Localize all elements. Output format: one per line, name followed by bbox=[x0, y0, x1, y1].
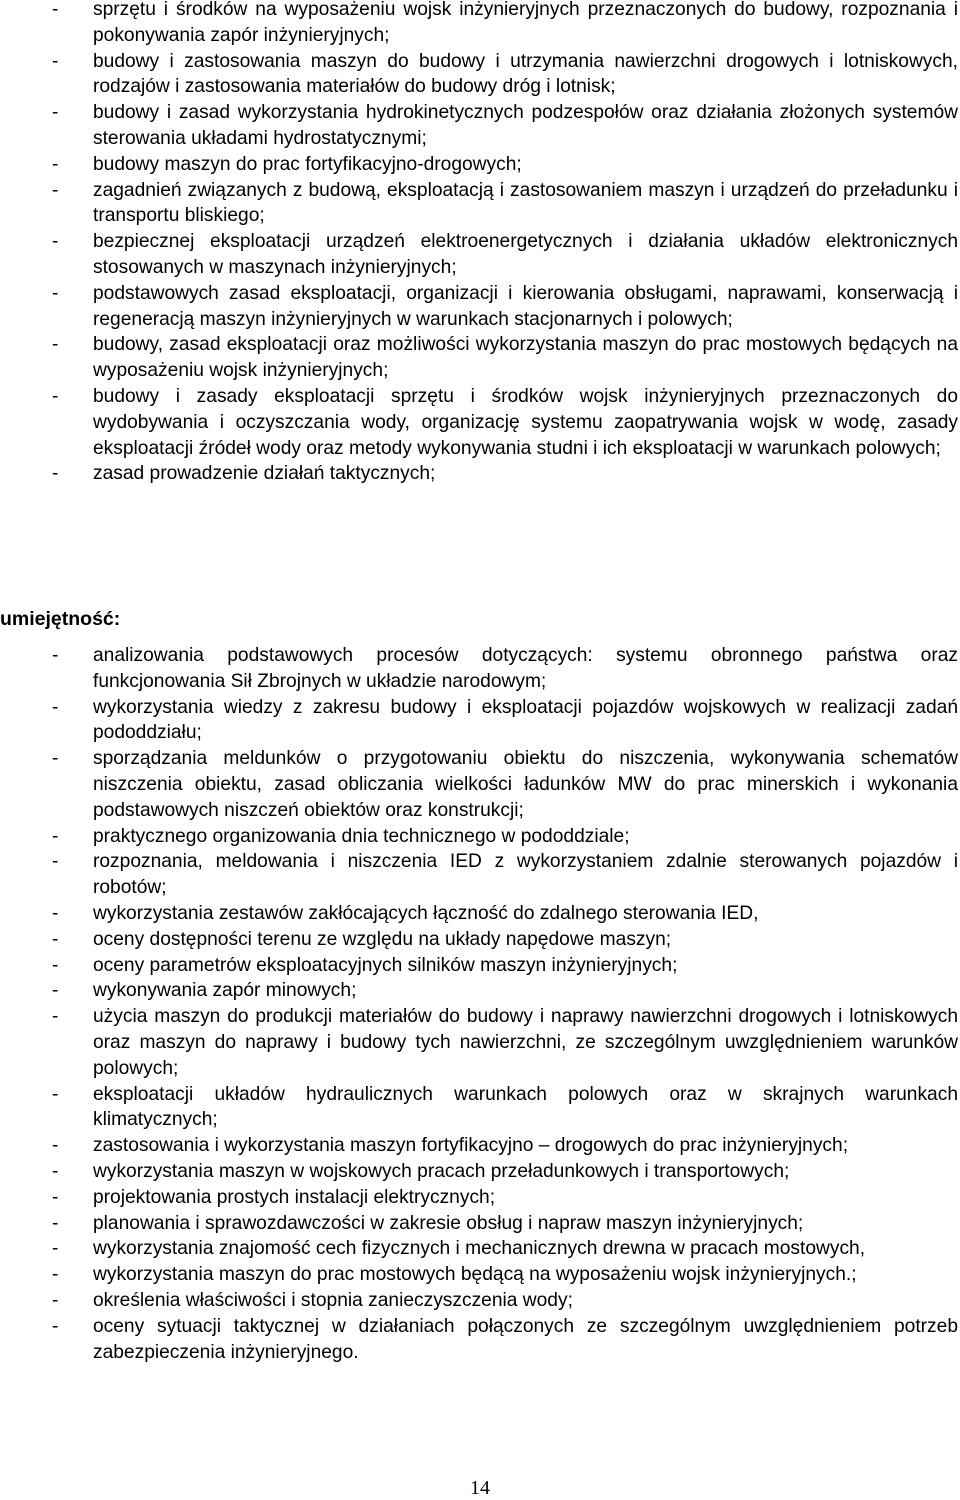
list-item bbox=[0, 229, 960, 281]
list-item-text: oceny parametrów eksploatacyjnych silników maszyn inżynieryjnych; bbox=[93, 954, 678, 976]
list-item-text: zasad prowadzenie działań taktycznych; bbox=[93, 463, 436, 485]
list-item bbox=[0, 1236, 960, 1262]
bullet-dash: - bbox=[52, 748, 59, 770]
list-item bbox=[0, 332, 960, 384]
bullet-dash: - bbox=[52, 1212, 59, 1234]
bullet-dash: - bbox=[52, 954, 59, 976]
bullet-dash: - bbox=[52, 1160, 59, 1182]
list-item-text: praktycznego organizowania dnia technicznego w pododdziale; bbox=[93, 825, 630, 847]
bullet-dash: - bbox=[52, 102, 59, 124]
bullet-dash: - bbox=[52, 1289, 59, 1311]
list-item bbox=[0, 49, 960, 101]
bullet-dash: - bbox=[52, 385, 59, 407]
list-item bbox=[0, 1211, 960, 1237]
bullet-dash: - bbox=[52, 1135, 59, 1157]
list-item-text: wykorzystania znajomość cech fizycznych i mechanicznych drewna w pracach mostowych, bbox=[93, 1238, 866, 1260]
list-item bbox=[0, 1314, 960, 1366]
list-item bbox=[0, 1133, 960, 1159]
list-item bbox=[0, 978, 960, 1004]
list-item-text: budowy, zasad eksploatacji oraz możliwości wykorzystania maszyn do prac mostowych będących na wyposażeniu wojsk inżynieryjnych; bbox=[93, 334, 958, 382]
list-item-text: wykonywania zapór minowych; bbox=[93, 980, 357, 1002]
list-item bbox=[0, 849, 960, 901]
list-item-text: wykorzystania zestawów zakłócających łączność do zdalnego sterowania IED, bbox=[93, 902, 759, 924]
list-item bbox=[0, 746, 960, 823]
list-item-text: sprzętu i środków na wyposażeniu wojsk inżynieryjnych przeznaczonych do budowy, rozpoznania i pokonywania zapór inżynieryjnych; bbox=[93, 0, 958, 46]
bullet-dash: - bbox=[52, 928, 59, 950]
list-item bbox=[0, 1004, 960, 1081]
list-item-text: wykorzystania wiedzy z zakresu budowy i eksploatacji pojazdów wojskowych w realizacji zadań pododdziału; bbox=[93, 696, 958, 744]
list-item bbox=[0, 152, 960, 178]
list-item-text: projektowania prostych instalacji elektrycznych; bbox=[93, 1186, 496, 1208]
list-item-text: budowy maszyn do prac fortyfikacyjno-drogowych; bbox=[93, 153, 522, 175]
list-item bbox=[0, 927, 960, 953]
list-item-text: użycia maszyn do produkcji materiałów do budowy i naprawy nawierzchni drogowych i lotniskowych oraz maszyn do naprawy i budowy tych nawierzchni, ze szczególnym uwzględnieniem warunków polowych; bbox=[93, 1006, 958, 1079]
list-item-text: budowy i zasady eksploatacji sprzętu i środków wojsk inżynieryjnych przeznaczonych do wydobywania i oczyszczania wody, organizację systemu zaopatrywania wojsk w wodę, zasady eksploatacji źródeł wody oraz metody wykonywania studni i ich eksploatacji w warunkach polowych; bbox=[93, 385, 958, 459]
list-item bbox=[0, 901, 960, 927]
bullet-dash: - bbox=[52, 1006, 59, 1028]
list-item bbox=[0, 824, 960, 850]
list-item-text: wykorzystania maszyn do prac mostowych będącą na wyposażeniu wojsk inżynieryjnych.; bbox=[93, 1264, 857, 1286]
list-item-text: eksploatacji układów hydraulicznych warunkach polowych oraz w skrajnych warunkach klimatycznych; bbox=[93, 1083, 958, 1131]
list-item bbox=[0, 695, 960, 747]
list-item-text: wykorzystania maszyn w wojskowych pracach przeładunkowych i transportowych; bbox=[93, 1160, 790, 1182]
list-item bbox=[0, 643, 960, 695]
list-item bbox=[0, 1159, 960, 1185]
list-item bbox=[0, 0, 960, 49]
bullet-dash: - bbox=[52, 1315, 59, 1337]
bullet-dash: - bbox=[52, 179, 59, 201]
list-item-text: budowy i zastosowania maszyn do budowy i utrzymania nawierzchni drogowych i lotniskowych, rodzajów i zastosowania materiałów do budowy dróg i lotnisk; bbox=[93, 50, 958, 98]
page-number: 14 bbox=[470, 1477, 490, 1499]
list-item bbox=[0, 461, 960, 487]
list-item bbox=[0, 1262, 960, 1288]
bullet-dash: - bbox=[52, 980, 59, 1002]
bullet-dash: - bbox=[52, 231, 59, 253]
list-item bbox=[0, 953, 960, 979]
knowledge-list bbox=[0, 0, 960, 487]
list-item-text: podstawowych zasad eksploatacji, organizacji i kierowania obsługami, naprawami, konserwacją i regeneracją maszyn inżynieryjnych w warunkach stacjonarnych i polowych; bbox=[93, 282, 958, 330]
list-item-text: budowy i zasad wykorzystania hydrokinetycznych podzespołów oraz działania złożonych systemów sterowania układami hydrostatycznymi; bbox=[93, 102, 958, 149]
list-item-text: sporządzania meldunków o przygotowaniu obiektu do niszczenia, wykonywania schematów niszczenia obiektu, zasad obliczania wielkości ładunków MW do prac minerskich i wykonania podstawowych niszczeń obiektów oraz konstrukcji; bbox=[93, 748, 958, 821]
bullet-dash: - bbox=[52, 0, 59, 20]
bullet-dash: - bbox=[52, 153, 59, 175]
list-item-text: zastosowania i wykorzystania maszyn fortyfikacyjno – drogowych do prac inżynieryjnych; bbox=[93, 1135, 849, 1157]
list-item bbox=[0, 100, 960, 152]
bullet-dash: - bbox=[52, 645, 59, 666]
bullet-dash: - bbox=[52, 696, 59, 718]
skills-heading: umiejętność: bbox=[0, 608, 121, 630]
list-item-text: analizowania podstawowych procesów dotyczących: systemu obronnego państwa oraz funkcjonowania Sił Zbrojnych w układzie narodowym; bbox=[93, 645, 958, 692]
list-item bbox=[0, 384, 960, 461]
bullet-dash: - bbox=[52, 851, 59, 873]
bullet-dash: - bbox=[52, 1264, 59, 1286]
list-item bbox=[0, 178, 960, 230]
bullet-dash: - bbox=[52, 1238, 59, 1260]
skills-list bbox=[0, 643, 960, 1365]
bullet-dash: - bbox=[52, 902, 59, 924]
list-item bbox=[0, 1288, 960, 1314]
bullet-dash: - bbox=[52, 50, 59, 72]
list-item-text: bezpiecznej eksploatacji urządzeń elektroenergetycznych i działania układów elektronicznych stosowanych w maszynach inżynieryjnych; bbox=[93, 231, 958, 278]
list-item-text: zagadnień związanych z budową, eksploatacją i zastosowaniem maszyn i urządzeń do przeładunku i transportu bliskiego; bbox=[93, 179, 958, 227]
bullet-dash: - bbox=[52, 1083, 59, 1105]
list-item bbox=[0, 1185, 960, 1211]
bullet-dash: - bbox=[52, 463, 59, 485]
list-item bbox=[0, 1082, 960, 1134]
list-item-text: oceny dostępności terenu ze względu na układy napędowe maszyn; bbox=[93, 928, 672, 950]
list-item-text: rozpoznania, meldowania i niszczenia IED z wykorzystaniem zdalnie sterowanych pojazdów i robotów; bbox=[93, 851, 958, 899]
bullet-dash: - bbox=[52, 282, 59, 304]
list-item-text: oceny sytuacji taktycznej w działaniach połączonych ze szczególnym uwzględnieniem potrzeb zabezpieczenia inżynieryjnego. bbox=[93, 1315, 958, 1363]
list-item bbox=[0, 281, 960, 333]
list-item-text: planowania i sprawozdawczości w zakresie obsług i napraw maszyn inżynieryjnych; bbox=[93, 1212, 804, 1234]
bullet-dash: - bbox=[52, 825, 59, 847]
bullet-dash: - bbox=[52, 334, 59, 356]
bullet-dash: - bbox=[52, 1186, 59, 1208]
list-item-text: określenia właściwości i stopnia zanieczyszczenia wody; bbox=[93, 1289, 573, 1311]
